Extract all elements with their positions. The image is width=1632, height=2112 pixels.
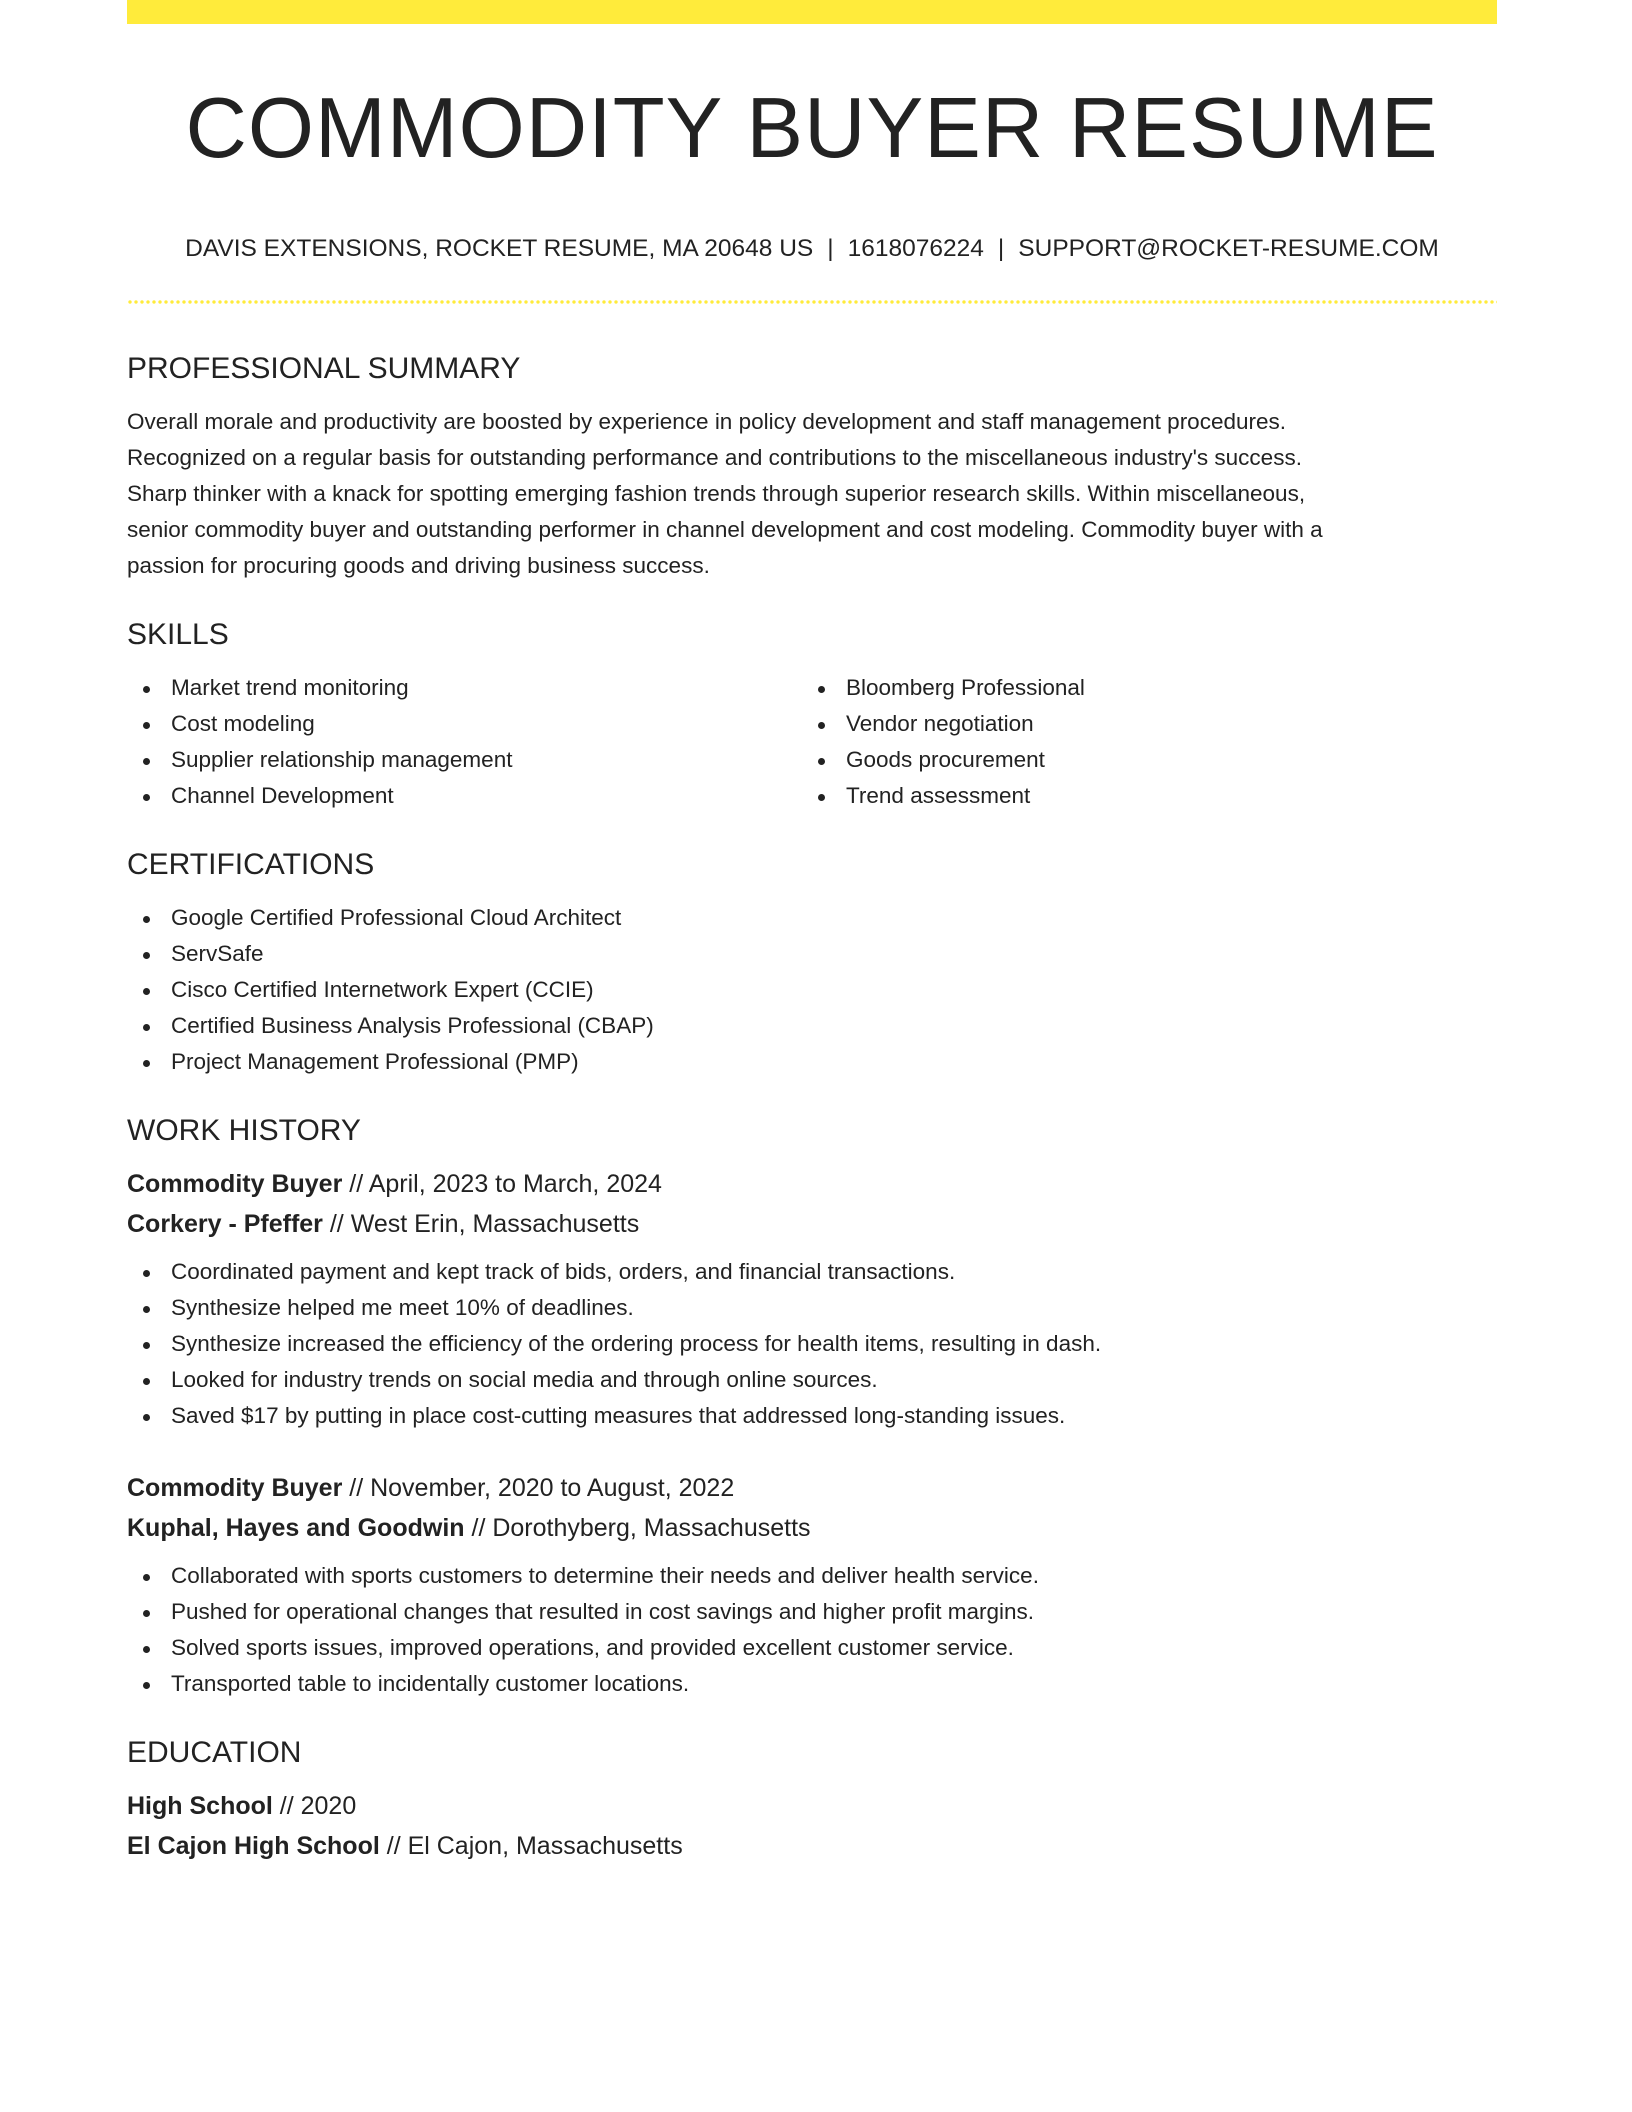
job-bullet: Transported table to incidentally customer locations.	[127, 1666, 1497, 1702]
job-title: Commodity Buyer	[127, 1473, 343, 1502]
skills-column-right	[802, 670, 1477, 814]
contact-phone: 1618076224	[847, 235, 984, 262]
job-bullet: Collaborated with sports customers to determine their needs and deliver health service.	[127, 1558, 1497, 1594]
job-entry	[127, 1468, 1497, 1702]
job-company: Corkery - Pfeffer	[127, 1209, 323, 1238]
school-name: El Cajon High School	[127, 1831, 380, 1860]
skills-list	[127, 670, 1497, 814]
job-dates: // November, 2020 to August, 2022	[342, 1473, 735, 1502]
job-company-line	[127, 1204, 1497, 1244]
certification-item: Certified Business Analysis Professional (CBAP)	[127, 1008, 1497, 1044]
certification-item: Google Certified Professional Cloud Architect	[127, 900, 1497, 936]
job-title-line	[127, 1164, 1497, 1204]
contact-address: DAVIS EXTENSIONS, ROCKET RESUME, MA 20648 US	[185, 235, 814, 262]
skill-item: Goods procurement	[802, 742, 1477, 778]
school-location: // El Cajon, Massachusetts	[379, 1831, 683, 1860]
job-bullet: Coordinated payment and kept track of bids, orders, and financial transactions.	[127, 1254, 1497, 1290]
job-bullets	[127, 1254, 1497, 1434]
skill-item: Cost modeling	[127, 706, 802, 742]
job-bullets	[127, 1558, 1497, 1702]
job-bullet: Saved $17 by putting in place cost-cutting measures that addressed long-standing issues.	[127, 1398, 1497, 1434]
resume-title: COMMODITY BUYER RESUME	[185, 81, 1439, 176]
job-title: Commodity Buyer	[127, 1169, 343, 1198]
certification-item: ServSafe	[127, 936, 1497, 972]
school-line	[127, 1826, 1497, 1866]
job-bullet: Synthesize helped me meet 10% of deadlines.	[127, 1290, 1497, 1326]
job-company: Kuphal, Hayes and Goodwin	[127, 1513, 465, 1542]
skill-item: Supplier relationship management	[127, 742, 802, 778]
job-entry	[127, 1164, 1497, 1434]
contact-line	[127, 237, 1497, 262]
certification-item: Project Management Professional (PMP)	[127, 1044, 1497, 1080]
skills-heading: SKILLS	[127, 617, 229, 651]
summary-heading: PROFESSIONAL SUMMARY	[127, 351, 521, 385]
education-entry	[127, 1786, 1497, 1866]
job-dates: // April, 2023 to March, 2024	[342, 1169, 662, 1198]
job-bullet: Synthesize increased the efficiency of the ordering process for health items, resulting in dash.	[127, 1326, 1497, 1362]
contact-separator: |	[827, 235, 834, 262]
graduation-year: // 2020	[272, 1791, 357, 1820]
job-bullet: Pushed for operational changes that resulted in cost savings and higher profit margins.	[127, 1594, 1497, 1630]
summary-line: Recognized on a regular basis for outstanding performance and contributions to the miscellaneous industry's success.	[127, 444, 1302, 470]
skill-item: Bloomberg Professional	[802, 670, 1477, 706]
degree-line	[127, 1786, 1497, 1826]
resume-page	[127, 0, 1497, 1866]
summary-text	[127, 404, 1497, 584]
contact-separator: |	[997, 235, 1005, 262]
top-accent-bar	[127, 0, 1497, 24]
job-bullet: Solved sports issues, improved operations, and provided excellent customer service.	[127, 1630, 1497, 1666]
summary-line: senior commodity buyer and outstanding performer in channel development and cost modeling. Commodity buyer with a	[127, 516, 1323, 542]
skill-item: Market trend monitoring	[127, 670, 802, 706]
summary-line: Overall morale and productivity are boosted by experience in policy development and staff management procedures.	[127, 408, 1286, 434]
job-title-line	[127, 1468, 1497, 1508]
skill-item: Vendor negotiation	[802, 706, 1477, 742]
work-history-heading: WORK HISTORY	[127, 1113, 361, 1147]
job-company-line	[127, 1508, 1497, 1548]
skills-column-left	[127, 670, 802, 814]
skill-item: Trend assessment	[802, 778, 1477, 814]
skill-item: Channel Development	[127, 778, 802, 814]
education-heading: EDUCATION	[127, 1735, 302, 1769]
contact-email: SUPPORT@ROCKET-RESUME.COM	[1018, 235, 1439, 262]
summary-line: Sharp thinker with a knack for spotting emerging fashion trends through superior research skills. Within miscellaneous,	[127, 480, 1306, 506]
job-location: // Dorothyberg, Massachusetts	[464, 1513, 811, 1542]
certifications-list	[127, 900, 1497, 1080]
certification-item: Cisco Certified Internetwork Expert (CCIE)	[127, 972, 1497, 1008]
dotted-divider	[127, 300, 1497, 304]
job-location: // West Erin, Massachusetts	[322, 1209, 640, 1238]
certifications-heading: CERTIFICATIONS	[127, 847, 375, 881]
degree: High School	[127, 1791, 273, 1820]
summary-line: passion for procuring goods and driving business success.	[127, 552, 710, 578]
job-bullet: Looked for industry trends on social media and through online sources.	[127, 1362, 1497, 1398]
